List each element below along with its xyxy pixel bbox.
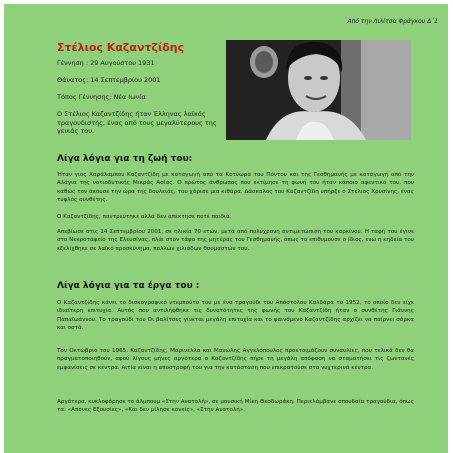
birth-place: Τόπος Γέννησης: Νέα Ιωνία (57, 93, 146, 101)
birth-date: Γέννηση : 29 Αυγούστου 1931 (57, 59, 155, 67)
life-paragraph-1: Ήταν γιος Χαράλαμπου Καζαντζίδη με καταγωγή από τα Κοτύωρα του Πόντου και της Γεσθημανής με καταγωγή από την Αλάγια της νοτιοδυτικής Μικράς Ασίας. Ο πρώτος άνθρωπος που εκτίμησε τη φωνή του ήταν κάποιο αφεντικό του, που καθώς τον άκουσε την ώρα της δουλειάς, του χάρισε μια κιθάρα. Δάσκαλος του Καζαντζίδη υπήρξε ο Στέλιος Χρυσίνης, ένας τυφλός συνθέτης. (57, 172, 414, 204)
document-page (4, 4, 448, 453)
author-credit: Από την Λιλίτσα Φράγκου Δ΄1 (347, 18, 438, 25)
works-heading: Λίγα λόγια για τα έργα του : (57, 281, 200, 291)
life-heading: Λίγα λόγια για τη ζωή του: (57, 154, 193, 164)
life-paragraph-3: Απεβίωσε στις 14 Σεπτεμβρίου 2001, σε ηλικία 70 ετών, μετά από πολύχρονη αντιμετώπιση του καρκίνου. Η ταφή του έγινε στο Νεκροταφείο της Ελευσίνας, πλάι στον τάφο της μητέρας του Γεσθημανής, όπως το επιθυμούσε ο ίδιος, ενώ η κηδεία του εξελίχθηκε σε λαϊκό προσκύνημα, πολλών χιλιάδων θαυμαστών του. (57, 229, 414, 252)
portrait-photo (226, 40, 411, 140)
life-paragraph-2: Ο Καζαντζίδης, παντρεύτηκε αλλά δεν απέκτησε ποτέ παιδιά. (57, 214, 232, 220)
page-title: Στέλιος Καζαντζίδης (57, 41, 185, 54)
works-paragraph-1: Ο Καζαντζίδης κάνει το δισκογραφικό ντεμπούτο του με ένα τραγούδι του Απόστολου Καλδάρα το 1952, το οποίο δεν είχε ιδιαίτερη επιτυχία. Αυτός που αντιλήφθηκε τις δυνατότητες της φωνής του Καζαντζίδη ήταν ο συνθέτης Γιάννης Παπαϊωάννου. Το τραγούδι του Οι βαλίτσες γίνεται μεγάλη επιτυχία και το φαινόμενο Καζαντζίδης αρχίζει να παίρνει σάρκα και οστά. (57, 300, 414, 332)
intro-text: Ο Στέλιος Καζαντζίδης ήταν Έλληνας λαϊκός τραγουδιστής, ένας από τους μεγαλύτερους της γενιάς του. (57, 110, 217, 135)
bio-facts (57, 58, 161, 109)
works-paragraph-2: Τον Οκτώβριο του 1965, Καζαντζίδης, Μαρινέλλα και Μανώλης Αγγελόπουλος προετοιμάζουν συναυλίες, που τελικά δεν θα πραγματοποιηθούν, αφού λίγους μήνες αργότερα ο Καζαντζίδης πήρε τη μεγάλη απόφαση να σταματήσει τις ζωντανές εμφανίσεις σε κέντρα. Αιτία είναι η αποστροφή του για την κατάσταση που επικρατούσε στα νυχτερινά κέντρα. (57, 348, 414, 371)
death-date: Θάνατος: 14 Σεπτεμβρίου 2001 (57, 76, 161, 84)
works-paragraph-3: Αργότερα, κυκλοφόρησε το άλμπουμ «Στην Ανατολή», σε μουσική Μίκη Θεοδωράκη. Περιελάμβανε σπουδαία τραγούδια, όπως τα: «Απονες Εξουσίες», «Και δεν μίλησε κανείς», «Στην Ανατολή». (57, 399, 414, 414)
